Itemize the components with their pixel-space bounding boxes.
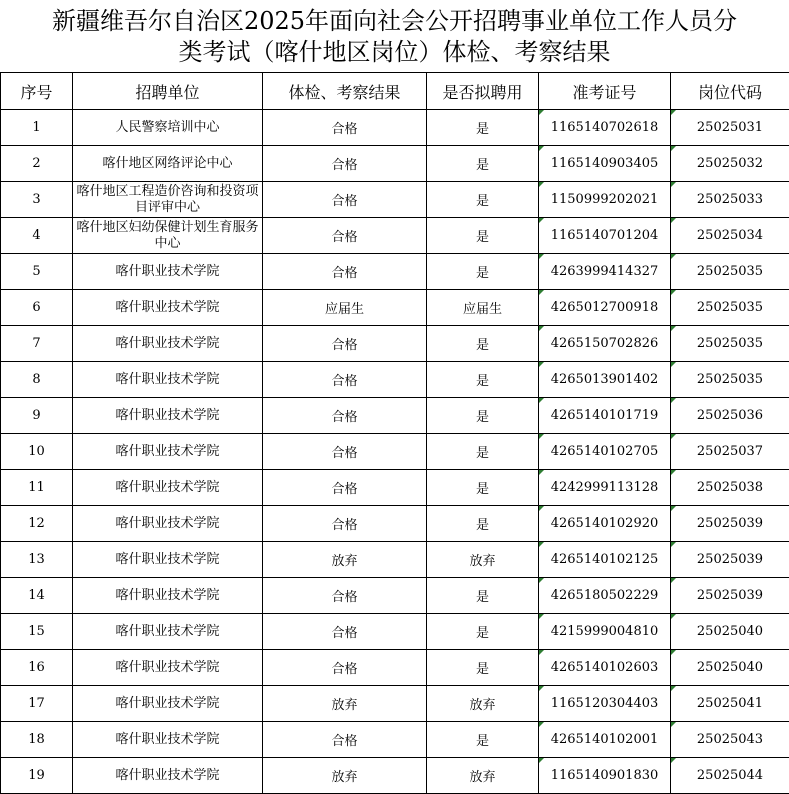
cell-result: 合格 (263, 470, 427, 506)
cell-index: 9 (1, 398, 73, 434)
cell-hire: 是 (427, 506, 539, 542)
cell-exam-number: 1165140702618 (539, 110, 671, 146)
cell-post-code: 25025038 (671, 470, 789, 506)
cell-post-code: 25025040 (671, 614, 789, 650)
cell-exam-number: 4265150702826 (539, 326, 671, 362)
table-row (1, 686, 789, 722)
cell-exam-number: 4242999113128 (539, 470, 671, 506)
results-table (0, 72, 789, 794)
cell-unit: 喀什地区妇幼保健计划生育服务中心 (73, 218, 263, 254)
table-row (1, 182, 789, 218)
cell-exam-number: 4265013901402 (539, 362, 671, 398)
cell-result: 合格 (263, 398, 427, 434)
cell-result: 合格 (263, 506, 427, 542)
cell-post-code: 25025035 (671, 326, 789, 362)
table-row (1, 326, 789, 362)
cell-post-code: 25025036 (671, 398, 789, 434)
table-row (1, 110, 789, 146)
cell-index: 1 (1, 110, 73, 146)
cell-index: 7 (1, 326, 73, 362)
cell-index: 3 (1, 182, 73, 218)
cell-hire: 是 (427, 146, 539, 182)
cell-hire: 是 (427, 470, 539, 506)
cell-exam-number: 4215999004810 (539, 614, 671, 650)
cell-index: 12 (1, 506, 73, 542)
cell-hire: 是 (427, 434, 539, 470)
table-row (1, 542, 789, 578)
cell-exam-number: 4265140102001 (539, 722, 671, 758)
cell-result: 放弃 (263, 686, 427, 722)
cell-unit: 喀什职业技术学院 (73, 722, 263, 758)
cell-result: 放弃 (263, 542, 427, 578)
table-row (1, 506, 789, 542)
cell-unit: 喀什职业技术学院 (73, 542, 263, 578)
cell-result: 合格 (263, 110, 427, 146)
cell-result: 合格 (263, 146, 427, 182)
table-row (1, 758, 789, 794)
header-row (1, 73, 789, 110)
cell-unit: 喀什职业技术学院 (73, 434, 263, 470)
cell-exam-number: 4265012700918 (539, 290, 671, 326)
header-unit: 招聘单位 (73, 73, 263, 110)
cell-result: 合格 (263, 650, 427, 686)
cell-index: 18 (1, 722, 73, 758)
cell-hire: 放弃 (427, 686, 539, 722)
cell-post-code: 25025039 (671, 506, 789, 542)
table-body (1, 110, 789, 794)
cell-index: 6 (1, 290, 73, 326)
cell-post-code: 25025037 (671, 434, 789, 470)
title-line-2: 类考试（喀什地区岗位）体检、考察结果 (0, 37, 789, 68)
cell-unit: 喀什职业技术学院 (73, 686, 263, 722)
cell-index: 17 (1, 686, 73, 722)
cell-exam-number: 4265140102125 (539, 542, 671, 578)
cell-result: 合格 (263, 722, 427, 758)
cell-post-code: 25025032 (671, 146, 789, 182)
cell-hire: 是 (427, 398, 539, 434)
table-row (1, 470, 789, 506)
table-row (1, 218, 789, 254)
cell-post-code: 25025041 (671, 686, 789, 722)
cell-unit: 喀什职业技术学院 (73, 614, 263, 650)
cell-result: 合格 (263, 362, 427, 398)
cell-unit: 喀什职业技术学院 (73, 506, 263, 542)
cell-index: 10 (1, 434, 73, 470)
cell-unit: 喀什职业技术学院 (73, 326, 263, 362)
cell-exam-number: 4265140101719 (539, 398, 671, 434)
cell-index: 14 (1, 578, 73, 614)
header-index: 序号 (1, 73, 73, 110)
cell-unit: 喀什职业技术学院 (73, 758, 263, 794)
table-row (1, 362, 789, 398)
cell-hire: 是 (427, 326, 539, 362)
cell-post-code: 25025031 (671, 110, 789, 146)
cell-result: 合格 (263, 326, 427, 362)
cell-post-code: 25025034 (671, 218, 789, 254)
cell-index: 8 (1, 362, 73, 398)
cell-hire: 是 (427, 254, 539, 290)
table-row (1, 398, 789, 434)
cell-index: 19 (1, 758, 73, 794)
cell-exam-number: 1165140701204 (539, 218, 671, 254)
header-hire: 是否拟聘用 (427, 73, 539, 110)
cell-hire: 应届生 (427, 290, 539, 326)
cell-index: 16 (1, 650, 73, 686)
cell-index: 4 (1, 218, 73, 254)
cell-unit: 喀什职业技术学院 (73, 254, 263, 290)
cell-post-code: 25025033 (671, 182, 789, 218)
cell-hire: 放弃 (427, 758, 539, 794)
cell-hire: 是 (427, 578, 539, 614)
table-row (1, 722, 789, 758)
table-row (1, 578, 789, 614)
cell-post-code: 25025040 (671, 650, 789, 686)
document-title (0, 6, 789, 70)
table-row (1, 434, 789, 470)
cell-exam-number: 1165140903405 (539, 146, 671, 182)
header-result: 体检、考察结果 (263, 73, 427, 110)
cell-index: 15 (1, 614, 73, 650)
cell-exam-number: 4265140102705 (539, 434, 671, 470)
cell-result: 合格 (263, 578, 427, 614)
cell-result: 合格 (263, 218, 427, 254)
cell-unit: 喀什职业技术学院 (73, 362, 263, 398)
cell-unit: 喀什职业技术学院 (73, 578, 263, 614)
cell-unit: 喀什地区网络评论中心 (73, 146, 263, 182)
header-post-code: 岗位代码 (671, 73, 789, 110)
cell-exam-number: 4265140102920 (539, 506, 671, 542)
cell-result: 合格 (263, 182, 427, 218)
cell-index: 5 (1, 254, 73, 290)
cell-unit: 喀什职业技术学院 (73, 650, 263, 686)
cell-post-code: 25025035 (671, 290, 789, 326)
cell-result: 放弃 (263, 758, 427, 794)
cell-post-code: 25025039 (671, 542, 789, 578)
header-exam-number: 准考证号 (539, 73, 671, 110)
cell-result: 合格 (263, 254, 427, 290)
cell-hire: 是 (427, 614, 539, 650)
cell-exam-number: 4265180502229 (539, 578, 671, 614)
table-row (1, 614, 789, 650)
cell-result: 应届生 (263, 290, 427, 326)
cell-post-code: 25025044 (671, 758, 789, 794)
cell-post-code: 25025043 (671, 722, 789, 758)
cell-index: 2 (1, 146, 73, 182)
cell-index: 13 (1, 542, 73, 578)
cell-result: 合格 (263, 434, 427, 470)
cell-hire: 是 (427, 110, 539, 146)
table-row (1, 290, 789, 326)
cell-hire: 是 (427, 650, 539, 686)
cell-hire: 放弃 (427, 542, 539, 578)
cell-unit: 喀什职业技术学院 (73, 290, 263, 326)
cell-exam-number: 4265140102603 (539, 650, 671, 686)
cell-exam-number: 1150999202021 (539, 182, 671, 218)
table-row (1, 650, 789, 686)
cell-post-code: 25025039 (671, 578, 789, 614)
cell-post-code: 25025035 (671, 362, 789, 398)
cell-exam-number: 4263999414327 (539, 254, 671, 290)
table-row (1, 146, 789, 182)
cell-post-code: 25025035 (671, 254, 789, 290)
cell-exam-number: 1165140901830 (539, 758, 671, 794)
cell-exam-number: 1165120304403 (539, 686, 671, 722)
cell-unit: 喀什职业技术学院 (73, 470, 263, 506)
cell-unit: 喀什职业技术学院 (73, 398, 263, 434)
table-row (1, 254, 789, 290)
cell-unit: 人民警察培训中心 (73, 110, 263, 146)
cell-hire: 是 (427, 722, 539, 758)
title-line-1: 新疆维吾尔自治区2025年面向社会公开招聘事业单位工作人员分 (0, 6, 789, 37)
cell-result: 合格 (263, 614, 427, 650)
cell-hire: 是 (427, 218, 539, 254)
cell-hire: 是 (427, 362, 539, 398)
cell-unit: 喀什地区工程造价咨询和投资项目评审中心 (73, 182, 263, 218)
cell-index: 11 (1, 470, 73, 506)
cell-hire: 是 (427, 182, 539, 218)
